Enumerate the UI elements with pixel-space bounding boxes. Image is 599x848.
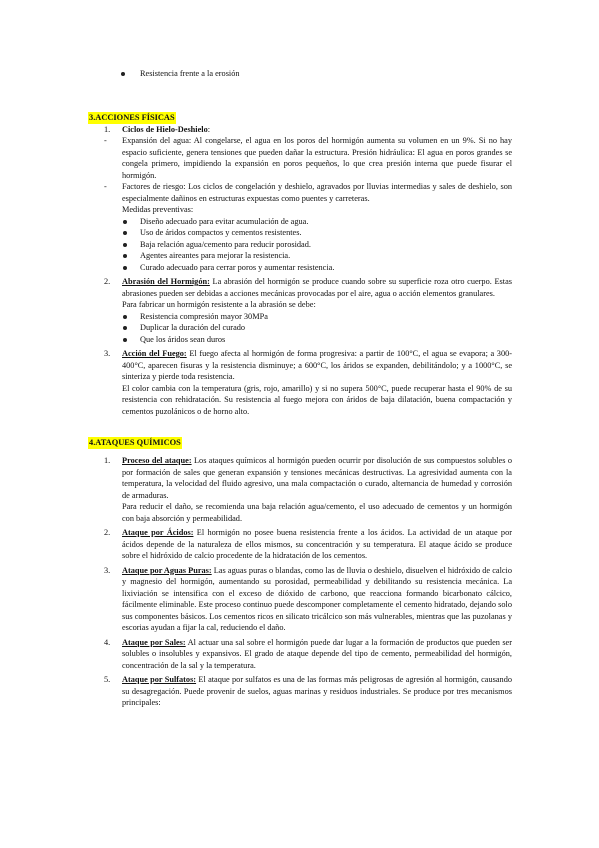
list-number: 3. [104,349,111,358]
list-item [0,239,512,251]
section-heading-3 [88,107,599,121]
bullet-icon [123,231,127,235]
section-3-title: 3.ACCIONES FÍSICAS [89,112,175,122]
list-item-aguas-puras [0,565,512,634]
bullet-icon [123,326,127,330]
list-item-sales [0,637,512,672]
measures-label: Medidas preventivas: [122,205,194,214]
item-title: Ataque por Sales: [122,637,186,647]
bullet-icon [121,72,125,76]
list-item-fuego [0,348,512,383]
bullet-icon [123,220,127,224]
list-item-text: Diseño adecuado para evitar acumulación de agua. [140,216,309,226]
item-title-colon: : [207,124,211,134]
list-number: 1. [104,456,111,465]
bullet-icon [123,338,127,342]
list-item-abrasion [0,276,512,299]
list-item [0,227,512,239]
item-title: Ciclos de Hielo-Deshielo [122,124,208,134]
list-item-text: Agentes aireantes para mejorar la resistencia. [140,251,291,260]
intro-bullet-text: Resistencia frente a la erosión [140,69,240,78]
list-number: 4. [104,637,111,647]
section-heading-4 [88,432,599,446]
list-item [0,334,512,346]
item-text: Los ataques químicos al hormigón pueden ocurrir por disolución de sus compuestos solubles o por formación de sales que generan expansión y tensiones mecánicas destructivas. La agresividad aumenta con la temperatura, la velocidad del fluido agresivo, una mala compactación o curado, alternancia de humedad y corrosión de armaduras. [122,456,512,500]
dash-text: Factores de riesgo: Los ciclos de congelación y deshielo, agravados por lluvias intermedias y sales de deshielo, son especialmente dañinos en estructuras expuestas como puentes y carreteras. [122,182,512,203]
list-number: 1. [104,124,111,134]
intro-bullet-item [0,68,512,80]
dash-text-continued: Presión hidráulica: El agua en poros grandes se congela primero, impidiendo la expansión en poros pequeños, lo que crea presión interna que puede fisurar el hormigón. [122,147,513,180]
item-title: Proceso del ataque: [122,456,192,465]
list-item-ciclos [0,124,512,136]
proceso-text-continued: Para reducir el daño, se recomienda una baja relación agua/cemento, el uso adecuado de cementos y un hormigón con baja absorción y permeabilidad. [122,502,512,523]
item-text: El hormigón no posee buena resistencia frente a los ácidos. La actividad de un ataque por ácidos depende de la naturaleza de ellos mismos, su concentración y su temperatura. El ataque ácido se produce sobre el hidróxido de calcio procedente de la hidratación de los cementos. [122,528,512,560]
list-item-proceso [0,455,512,501]
dash-item-expansion [0,135,512,181]
item-text: Al actuar una sal sobre el hormigón puede dar lugar a la formación de productos que pueden ser solubles o insolubles y expansivos. El grado de ataque depende del tipo de cemento, permeabilidad del hormigón, concentración de la sal y la temperatura. [122,637,512,670]
item-text: La abrasión del hormigón se produce cuando sobre su superficie roza otro cuerpo. Estas abrasiones pueden ser debidas a acciones mecánicas provocadas por el aire, agua o acción elementos granulares. [122,277,512,298]
bullet-icon [123,243,127,247]
fuego-text-continued: El color cambia con la temperatura (gris, rojo, amarillo) y si no supera 500°C, puede recuperar hasta el 90% de su resistencia con rehidratación. Su resistencia al fuego mejora con áridos de baja dilatación, buena compactación y cementos puzolánicos o de horno alto. [122,383,512,416]
abrasion-sub-label: Para fabricar un hormigón resistente a la abrasión se debe: [122,300,316,309]
list-item-sulfatos [0,674,512,709]
list-item [0,311,512,323]
item-title: Acción del Fuego: [122,349,187,358]
bullet-icon [123,266,127,270]
section-4-list [0,455,599,709]
item-text: El fuego afecta al hormigón de forma progresiva: a partir de 100°C, el agua se evapora; a 300-400°C, aparecen fisuras y la resistencia disminuye; a 600°C, los áridos se expanden, debilitándolo; y a 1000°C, se sinteriza y pierde toda resistencia. [122,349,512,381]
list-item-text: Uso de áridos compactos y cementos resistentes. [140,228,302,237]
dash-marker: - [104,182,107,191]
item-title: Ataque por Ácidos: [122,528,194,537]
list-item-text: Resistencia compresión mayor 30MPa [140,311,268,321]
list-item-text: Curado adecuado para cerrar poros y aumentar resistencia. [140,262,335,272]
item-title: Ataque por Aguas Puras: [122,565,212,575]
document-body [0,68,599,709]
list-item [0,216,512,228]
list-number: 5. [104,675,111,684]
item-title: Abrasión del Hormigón: [122,277,210,286]
list-item [0,262,512,274]
dash-marker: - [104,136,107,145]
list-number: 2. [104,528,111,537]
list-item [0,322,512,334]
dash-item-riesgo [0,181,512,204]
section-3-list [0,124,599,418]
list-item-text: Duplicar la duración del curado [140,323,246,332]
item-text: El ataque por sulfatos es una de las formas más peligrosas de agresión al hormigón, causando su desagregación. Puede provenir de suelos, aguas marinas y residuos industriales. Se produce por tres mecanismos principales: [122,675,512,707]
item-title: Ataque por Sulfatos: [122,675,197,684]
bullet-icon [123,254,127,258]
list-item-text: Baja relación agua/cemento para reducir porosidad. [140,239,311,249]
list-item-text: Que los áridos sean duros [140,334,226,344]
bullet-icon [123,315,127,319]
list-item [0,250,512,262]
list-number: 2. [104,277,111,286]
list-item-acidos [0,527,512,562]
dash-text: Expansión del agua: Al congelarse, el agua en los poros del hormigón aumenta su volumen en un 9%. Si no hay espacio suficiente, genera tensiones que pueden dañar la estructura. [122,136,512,157]
list-number: 3. [104,565,111,575]
section-4-title: 4.ATAQUES QUÍMICOS [89,438,181,447]
item-text: Las aguas puras o blandas, como las de lluvia o deshielo, disuelven el hidróxido de calcio y magnesio del hormigón, aumentando su porosidad, permeabilidad y debilitando su resistencia mecánica. La lixiviación se intensifica con el exceso de dióxido de carbono, que reacciona formando bicarbonato cálcico, fácilmente eliminable. Este proceso continuo puede descomponer completamente el cemento hidratado, dejando solo sus componentes básicos. Los cementos ricos en silicato tricálcico son más vulnerables, mientras que las puzolanas y escorias ayudan a fijar la cal, reduciendo el daño. [122,565,513,632]
